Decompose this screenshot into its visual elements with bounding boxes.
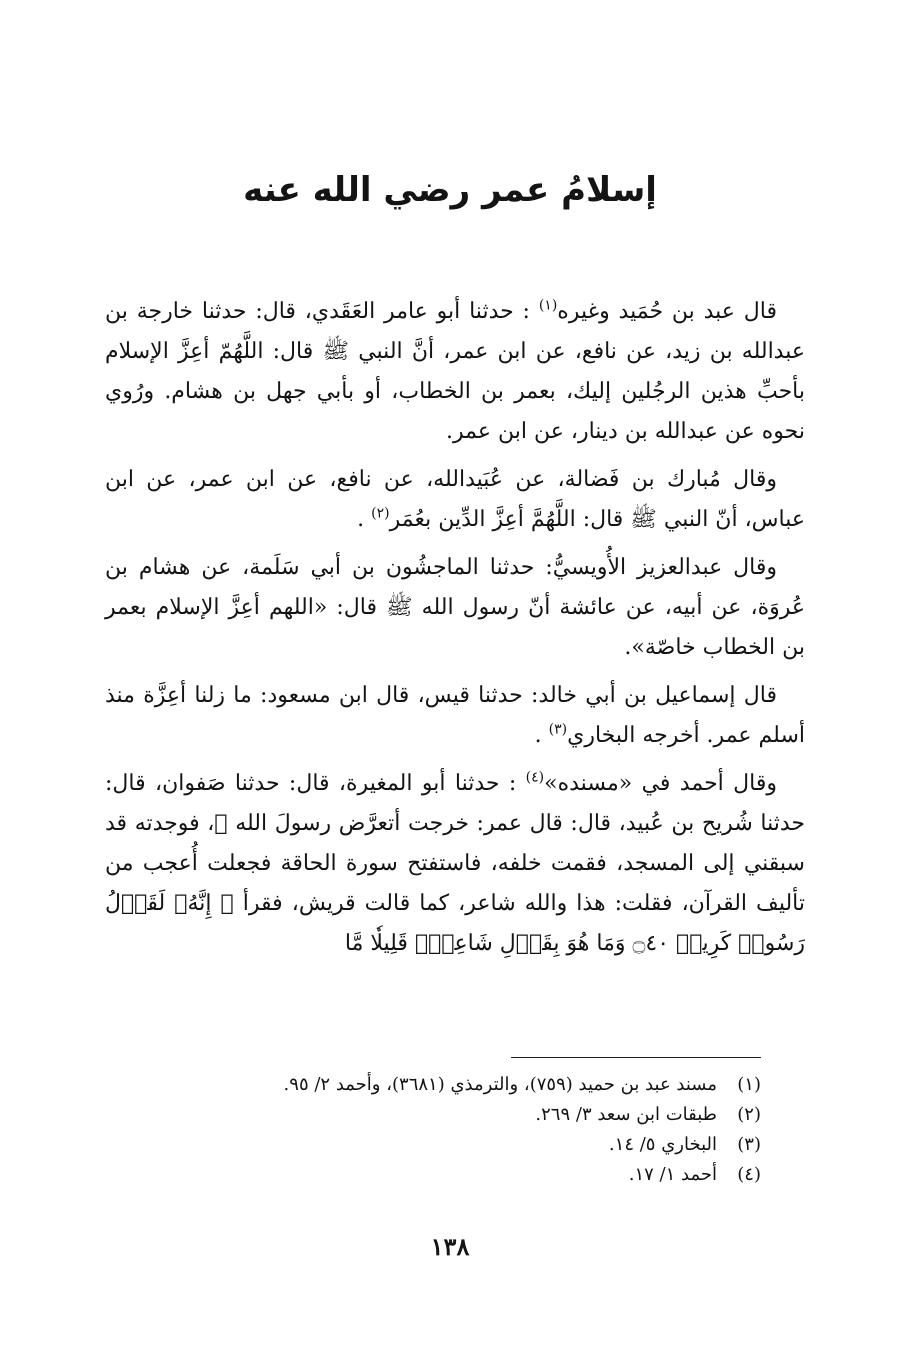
chapter-title: إسلامُ عمر رضي الله عنه: [243, 170, 657, 210]
footnote-text: طبقات ابن سعد ٣/ ٢٦٩.: [535, 1104, 717, 1125]
footnote-item: [141, 1130, 761, 1160]
paragraph-2-text: وقال مُبارك بن فَضالة، عن عُبَيدالله، عن نافع، عن ابن عمر، عن ابن عباس، أنّ النبي ﷺ قال: اللَّهُمَّ أعِزَّ الدِّين بعُمَر: [105, 467, 805, 532]
footnote-text: أحمد ١/ ١٧.: [628, 1164, 717, 1185]
footnote-number: (٣): [737, 1134, 761, 1155]
paragraph-3-text: وقال عبدالعزيز الأُويسيُّ: حدثنا الماجشُون بن أبي سَلَمة، عن هشام بن عُروَة، عن أبيه، عن عائشة أنّ رسول الله ﷺ قال: «اللهم أعِزَّ الإسلام بعمر بن الخطاب خاصّة».: [105, 555, 806, 660]
footnote-number: (٤): [737, 1164, 761, 1185]
footnote-marker-2: (٢): [371, 505, 390, 522]
paragraph-2: [105, 460, 805, 540]
footnote-item: [141, 1070, 761, 1100]
footnotes: [141, 1070, 761, 1190]
footnote-text: البخاري ٥/ ١٤.: [608, 1134, 717, 1155]
paragraph-5: [105, 764, 805, 964]
footnote-text: مسند عبد بن حميد (٧٥٩)، والترمذي (٣٦٨١)، وأحمد ٢/ ٩٥.: [283, 1074, 717, 1095]
paragraph-1-text-cont: : حدثنا أبو عامر العَقَدي، قال: حدثنا خارجة بن عبدالله بن زيد، عن نافع، عن ابن عمر، أنَّ النبي ﷺ قال: اللَّهُمّ أعِزَّ الإسلام بأحبِّ هذين الرجُلين إليك، بعمر بن الخطاب، أو بأبي جهل بن هشام. ورُوي نحوه عن عبدالله بن دينار، عن ابن عمر.: [105, 299, 805, 444]
footnote-marker-3: (٣): [548, 721, 568, 738]
paragraph-4: [105, 676, 805, 756]
paragraph-1-text: قال عبد بن حُمَيد وغيره: [557, 299, 777, 324]
footnote-marker-1: (١): [538, 297, 558, 314]
page-number: ١٣٨: [430, 1232, 470, 1261]
paragraph-3: [105, 548, 805, 668]
footnote-item: [141, 1160, 761, 1190]
paragraph-4-text-cont: .: [534, 723, 549, 748]
body-text: [105, 292, 805, 972]
paragraph-1: [105, 292, 805, 452]
paragraph-4-text: قال إسماعيل بن أبي خالد: حدثنا قيس، قال ابن مسعود: ما زلنا أعِزَّة منذ أسلم عمر. أخرجه البخاري: [105, 683, 805, 748]
paragraph-5-text-cont: : حدثنا أبو المغيرة، قال: حدثنا صَفوان، قال: حدثنا شُريح بن عُبيد، قال: قال عمر: خرجت أتعرَّض رسولَ الله ﷺ، فوجدته قد سبقني إلى المسجد، فقمت خلفه، فاستفتح سورة الحاقة فجعلت أُعجب من تأليف القرآن، فقلت: هذا والله شاعر، كما قالت قريش، فقرأ ﴿ إِنَّهُۥ لَقَوۡلُ رَسُولٖ كَرِيمٖ ۝٤٠ وَمَا هُوَ بِقَوۡلِ شَاعِرٖۚ قَلِيلٗا مَّا: [105, 771, 805, 956]
footnote-item: [141, 1100, 761, 1130]
paragraph-2-text-cont: .: [357, 507, 372, 532]
footnote-number: (٢): [737, 1104, 761, 1125]
paragraph-5-text: وقال أحمد في «مسنده»: [544, 771, 778, 796]
footnote-number: (١): [737, 1074, 761, 1095]
footnote-divider: [511, 1057, 761, 1058]
footnote-marker-4: (٤): [525, 769, 545, 786]
